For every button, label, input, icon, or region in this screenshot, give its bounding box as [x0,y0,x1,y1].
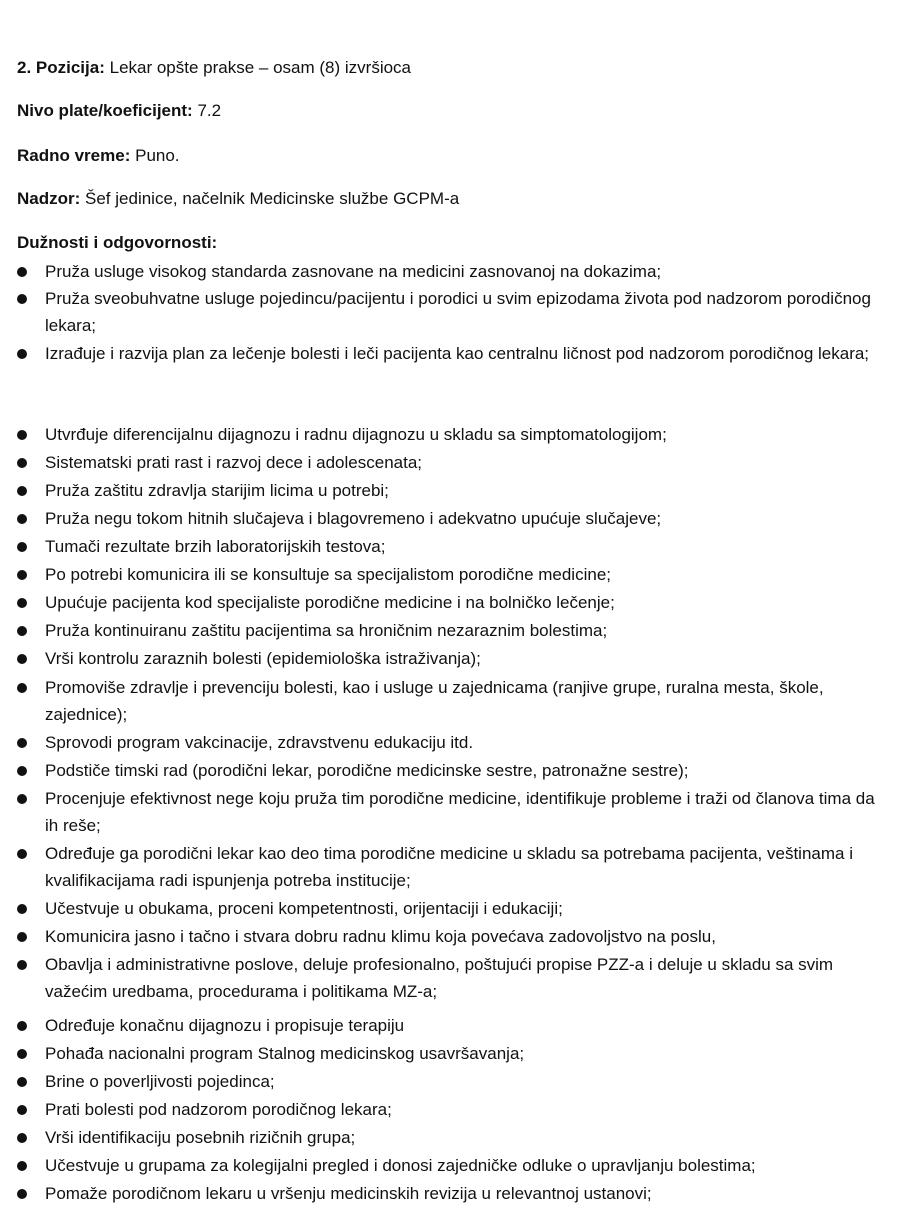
bullet-icon [17,849,27,859]
bullet-icon [17,294,27,304]
bullet-icon [17,598,27,608]
position-label: 2. Pozicija: [17,58,105,77]
bullet-icon [17,514,27,524]
bullet-icon [17,1161,27,1171]
bullet-icon [17,458,27,468]
bullet-icon [17,1077,27,1087]
bullet-icon [17,486,27,496]
salary-label: Nivo plate/koeficijent: [17,101,193,120]
bullet-icon [17,542,27,552]
position-line [17,57,411,79]
bullet-icon [17,430,27,440]
bullet-icon [17,1133,27,1143]
bullet-icon [17,1049,27,1059]
bullet-icon [17,794,27,804]
bullet-icon [17,1021,27,1031]
bullet-icon [17,1105,27,1115]
bullet-icon [17,570,27,580]
supervision-label: Nadzor: [17,189,81,208]
bullet-icon [17,904,27,914]
bullet-icon [17,960,27,970]
hours-line [17,145,180,167]
bullet-icon [17,349,27,359]
bullet-icon [17,267,27,277]
bullet-icon [17,1189,27,1199]
salary-value: 7.2 [197,101,222,120]
duties-heading-line [17,232,217,254]
supervision-value: Šef jedinice, načelnik Medicinske službe GCPM-a [85,189,460,208]
duties-heading: Dužnosti i odgovornosti: [17,233,218,252]
bullet-icon [17,654,27,664]
bullet-icon [17,932,27,942]
bullet-icon [17,766,27,776]
hours-label: Radno vreme: [17,146,131,165]
supervision-line [17,188,459,210]
salary-line [17,100,221,122]
bullet-icon [17,683,27,693]
hours-value: Puno. [135,146,180,165]
position-value: Lekar opšte prakse – osam (8) izvršioca [109,58,412,77]
bullet-icon [17,626,27,636]
bullet-icon [17,738,27,748]
